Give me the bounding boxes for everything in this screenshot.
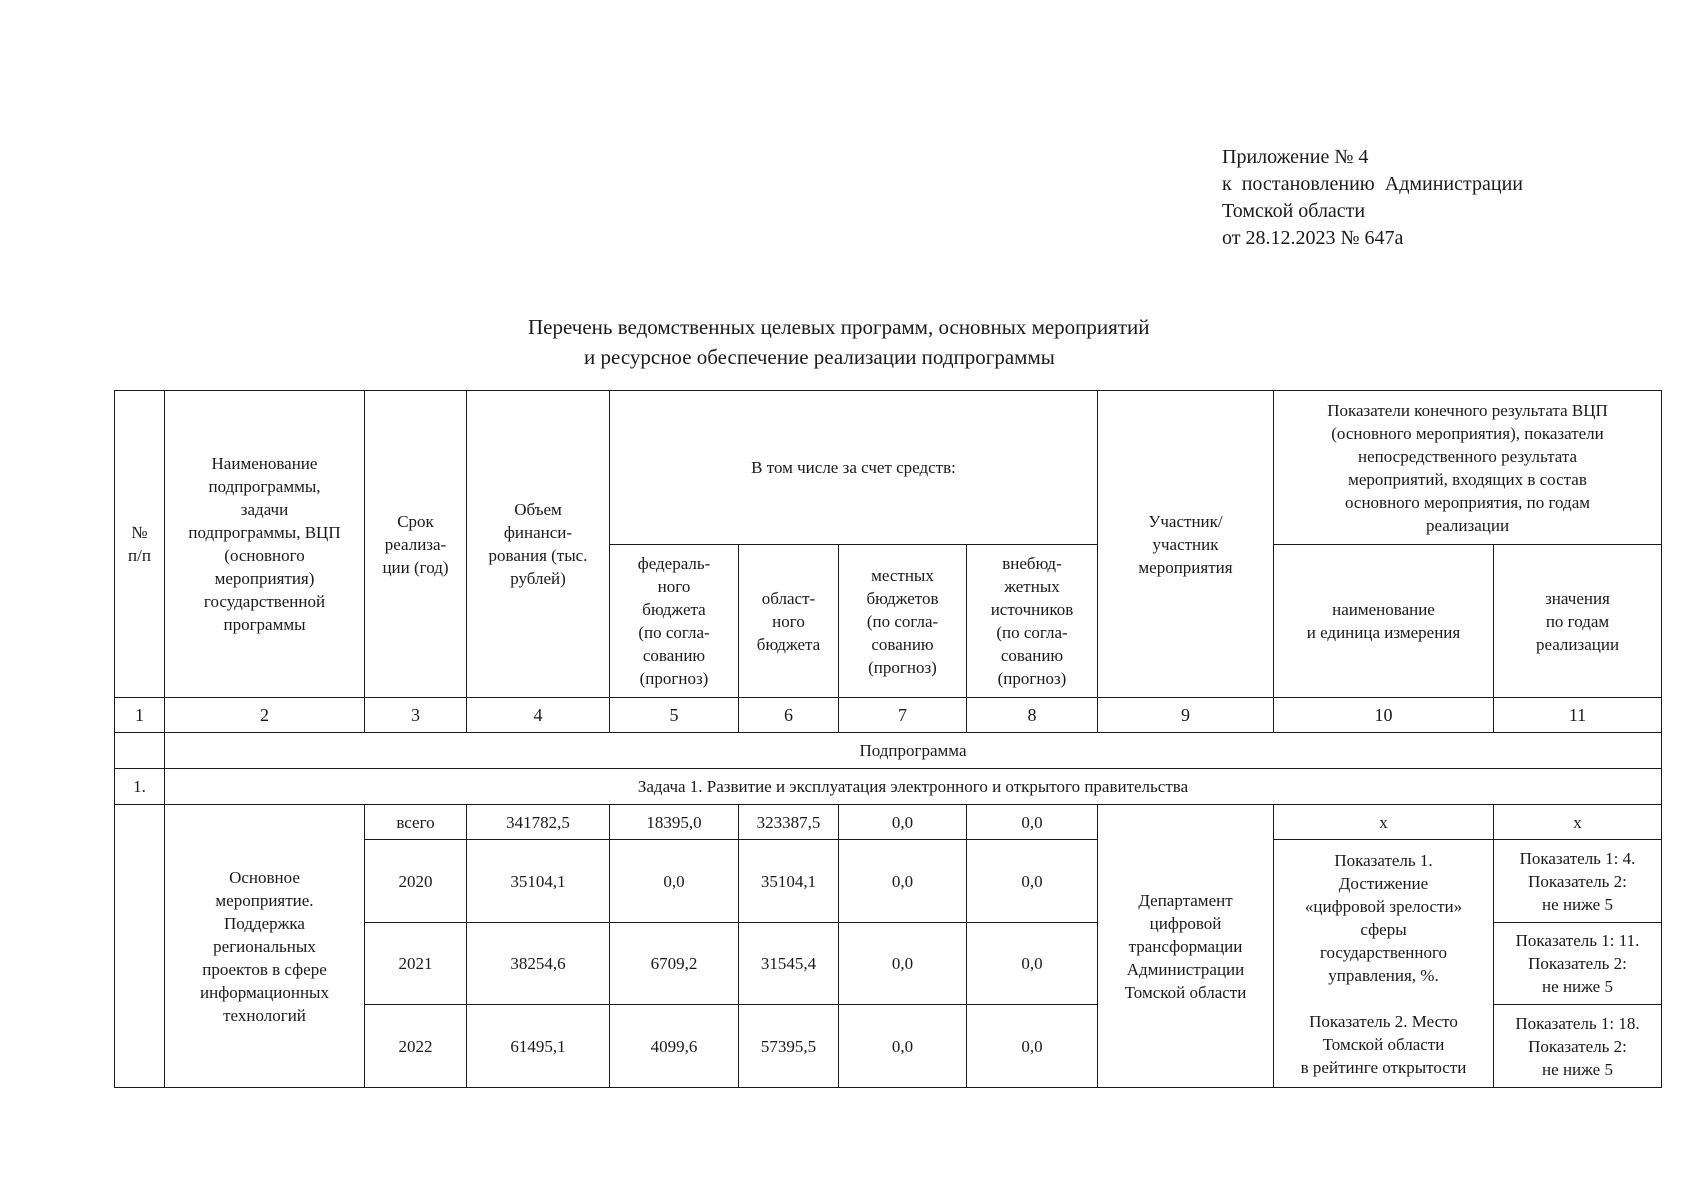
column-number: 2	[165, 698, 365, 733]
column-number: 11	[1494, 698, 1662, 733]
column-number: 1	[115, 698, 165, 733]
federal-amount: 0,0	[610, 840, 739, 923]
subprogram-label: Подпрограмма	[165, 733, 1662, 769]
header-indicator-name: наименование и единица измерения	[1274, 545, 1494, 698]
header-local: местных бюджетов (по согла- сованию (прогноз)	[839, 545, 967, 698]
indicator-values: Показатель 1: 4. Показатель 2: не ниже 5	[1494, 840, 1662, 923]
appendix-line-3: Томской области	[1222, 200, 1366, 222]
extrabudgetary-amount: 0,0	[967, 805, 1098, 840]
header-name: Наименование подпрограммы, задачи подпрограммы, ВЦП (основного мероприятия) государственной программы	[165, 391, 365, 698]
indicator-description: Показатель 1. Достижение «цифровой зрелости» сферы государственного управления, %. Показатель 2. Место Томской области в рейтинге открытости	[1274, 840, 1494, 1088]
subprogram-row	[115, 733, 1662, 769]
task-text: Задача 1. Развитие и эксплуатация электронного и открытого правительства	[165, 769, 1662, 805]
federal-amount: 18395,0	[610, 805, 739, 840]
extrabudgetary-amount: 0,0	[967, 923, 1098, 1005]
title-line-2: и ресурсное обеспечение реализации подпрограммы	[584, 345, 1055, 369]
local-amount: 0,0	[839, 1005, 967, 1088]
local-amount: 0,0	[839, 805, 967, 840]
indicator-total: х	[1274, 805, 1494, 840]
activity-number-cell	[115, 805, 165, 1088]
total-amount: 38254,6	[467, 923, 610, 1005]
column-number: 9	[1098, 698, 1274, 733]
appendix-block	[1222, 144, 1662, 252]
header-extrabudgetary: внебюд- жетных источников (по согла- сованию (прогноз)	[967, 545, 1098, 698]
header-regional: област- ного бюджета	[739, 545, 839, 698]
local-amount: 0,0	[839, 923, 967, 1005]
activity-name: Основное мероприятие. Поддержка региональных проектов в сфере информационных технологий	[165, 805, 365, 1088]
task-number: 1.	[115, 769, 165, 805]
header-indicators-group: Показатели конечного результата ВЦП (основного мероприятия), показатели непосредственного результата мероприятий, входящих в состав основного мероприятия, по годам реализации	[1274, 391, 1662, 545]
period: 2020	[365, 840, 467, 923]
regional-amount: 57395,5	[739, 1005, 839, 1088]
column-number-row	[115, 698, 1662, 733]
column-number: 3	[365, 698, 467, 733]
participant: Департамент цифровой трансформации Администрации Томской области	[1098, 805, 1274, 1088]
header-funds-group: В том числе за счет средств:	[610, 391, 1098, 545]
column-number: 4	[467, 698, 610, 733]
column-number: 5	[610, 698, 739, 733]
period: всего	[365, 805, 467, 840]
appendix-line-1: Приложение № 4	[1222, 146, 1369, 168]
extrabudgetary-amount: 0,0	[967, 840, 1098, 923]
header-volume: Объем финанси- рования (тыс. рублей)	[467, 391, 610, 698]
indicator-values: Показатель 1: 11. Показатель 2: не ниже 5	[1494, 923, 1662, 1005]
program-table	[114, 390, 1662, 1088]
local-amount: 0,0	[839, 840, 967, 923]
title-line-1: Перечень ведомственных целевых программ, основных мероприятий	[528, 315, 1150, 339]
period: 2021	[365, 923, 467, 1005]
period: 2022	[365, 1005, 467, 1088]
header-participant: Участник/ участник мероприятия	[1098, 391, 1274, 698]
federal-amount: 6709,2	[610, 923, 739, 1005]
subprogram-number-cell	[115, 733, 165, 769]
header-term: Срок реализа- ции (год)	[365, 391, 467, 698]
appendix-line-4: от 28.12.2023 № 647а	[1222, 227, 1404, 249]
column-number: 8	[967, 698, 1098, 733]
federal-amount: 4099,6	[610, 1005, 739, 1088]
regional-amount: 31545,4	[739, 923, 839, 1005]
header-number: № п/п	[115, 391, 165, 698]
column-number: 6	[739, 698, 839, 733]
regional-amount: 35104,1	[739, 840, 839, 923]
column-number: 7	[839, 698, 967, 733]
value-total: х	[1494, 805, 1662, 840]
indicator-values: Показатель 1: 18. Показатель 2: не ниже 5	[1494, 1005, 1662, 1088]
total-amount: 61495,1	[467, 1005, 610, 1088]
appendix-line-2: к постановлению Администрации	[1222, 173, 1523, 195]
task-row	[115, 769, 1662, 805]
activity-row-total	[115, 805, 1662, 840]
extrabudgetary-amount: 0,0	[967, 1005, 1098, 1088]
total-amount: 341782,5	[467, 805, 610, 840]
column-number: 10	[1274, 698, 1494, 733]
regional-amount: 323387,5	[739, 805, 839, 840]
header-indicator-values: значения по годам реализации	[1494, 545, 1662, 698]
header-federal: федераль- ного бюджета (по согла- сованию (прогноз)	[610, 545, 739, 698]
total-amount: 35104,1	[467, 840, 610, 923]
